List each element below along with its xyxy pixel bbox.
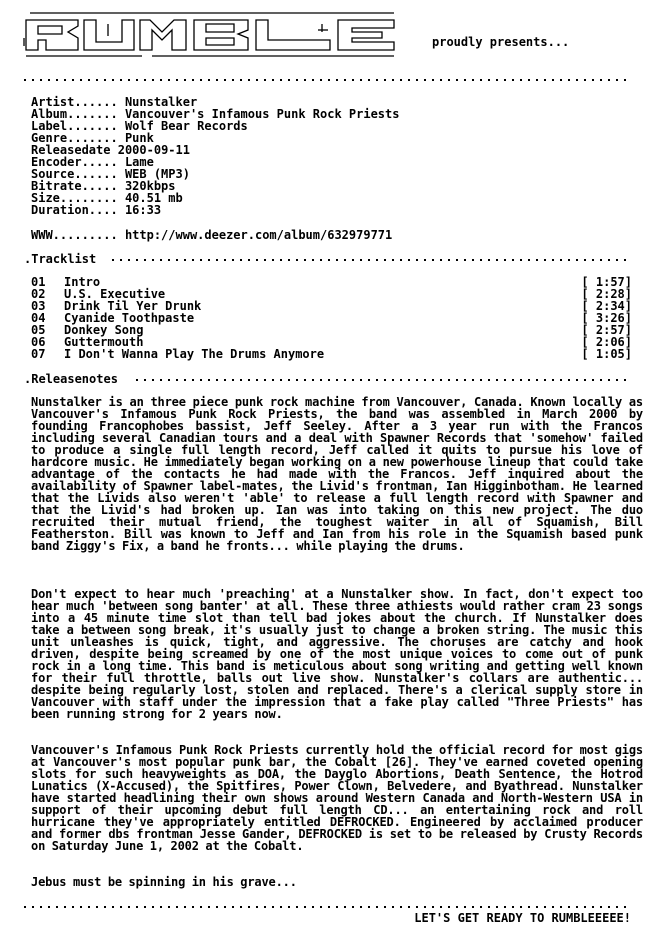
- track-title: Donkey Song: [64, 323, 144, 337]
- track-number: 02: [31, 287, 46, 301]
- track-time: [ 1:57]: [581, 275, 632, 289]
- info-value: Vancouver's Infamous Punk Rock Priests: [124, 107, 400, 121]
- track-time: [ 2:57]: [581, 323, 632, 337]
- info-value: Wolf Bear Records: [124, 119, 248, 133]
- info-key: Encoder.....: [31, 155, 118, 169]
- releasenotes-heading: .Releasenotes: [24, 372, 118, 386]
- info-key: Duration....: [31, 203, 118, 217]
- track-number: 05: [31, 323, 46, 337]
- info-key: WWW.........: [31, 228, 118, 242]
- info-key: Bitrate.....: [31, 179, 118, 193]
- info-key: Album.......: [31, 107, 118, 121]
- info-value: Lame: [124, 155, 154, 169]
- track-time: [ 1:05]: [581, 347, 632, 361]
- info-key: Artist......: [31, 95, 118, 109]
- info-key: Source......: [31, 167, 118, 181]
- info-key: Size........: [31, 191, 118, 205]
- track-time: [ 2:28]: [581, 287, 632, 301]
- presents-text: proudly presents...: [432, 35, 570, 49]
- track-time: [ 2:06]: [581, 335, 632, 349]
- info-value: 16:33: [124, 203, 162, 217]
- track-number: 03: [31, 299, 46, 313]
- track-title: U.S. Executive: [64, 287, 166, 301]
- info-value: 320kbps: [124, 179, 176, 193]
- track-title: I Don't Wanna Play The Drums Anymore: [64, 347, 325, 361]
- info-value: 40.51 mb: [124, 191, 183, 205]
- separator-bottom: [24, 906, 632, 908]
- track-time: [ 2:34]: [581, 299, 632, 313]
- logo-text: RUMBLE: [22, 10, 26, 11]
- info-row-www: [31, 229, 634, 241]
- info-value: 2000-09-11: [117, 143, 190, 157]
- releasenotes-heading-dots: [136, 379, 632, 381]
- track-title: Intro: [64, 275, 101, 289]
- info-row: [31, 204, 634, 216]
- track-number: 07: [31, 347, 46, 361]
- info-key: Releasedate: [31, 143, 111, 157]
- tracklist-heading: .Tracklist: [24, 252, 97, 266]
- info-value: Punk: [124, 131, 154, 145]
- track-row: [31, 348, 634, 360]
- tracklist-heading-dots: [112, 259, 632, 261]
- release-notes-paragraph-4: Jebus must be spinning in his grave...: [31, 875, 297, 889]
- track-title: Cyanide Toothpaste: [64, 311, 195, 325]
- info-value: Nunstalker: [124, 95, 198, 109]
- release-notes-paragraph-3: Vancouver's Infamous Punk Rock Priests currently hold the official record for most gigs at Vancouver's most popular punk bar, the Cobalt [26]. They've earned coveted opening slots for such heavyweights as DOA, the Dayglo Abortions, Death Sentence, the Hotrod Lunatics (X-Accused), the Spitfires, Power Clown, Belvedere, and Byathread. Nunstalker have started headlining their own shows around Western Canada and North-Western USA in support of their upcoming debut full length CD... an entertaining rock and roll hurricane they've appropriately entitled DEFROCKED. Engineered by acclaimed producer and former dbs frontman Jesse Gander, DEFROCKED is set to be released by Crusty Records on Saturday June 1, 2002 at the Cobalt.: [31, 743, 643, 853]
- info-value: WEB (MP3): [124, 167, 190, 181]
- track-time: [ 3:26]: [581, 311, 632, 325]
- rumble-logo: [22, 10, 402, 62]
- track-number: 01: [31, 275, 46, 289]
- footer-text: LET'S GET READY TO RUMBLEEEEE!: [414, 911, 631, 925]
- info-key: Genre.......: [31, 131, 118, 145]
- release-notes-paragraph-2: Don't expect to hear much 'preaching' at a Nunstalker show. In fact, don't expect too hear much 'between song banter' at all. These three athiests would rather cram 23 songs into a 45 minute time slot than tell bad jokes about the church. If Nunstalker does take a between song break, it's usually just to change a broken string. The music this unit unleashes is quick, tight, and aggressive. The choruses are catchy and hook driven, despite being screamed by one of the most unique voices to come out of punk rock in a long time. This band is meticulous about song writing and getting well known for their full throttle, balls out live show. Nunstalker's collars are authentic... despite being regularly lost, stolen and replaced. There's a clerical supply store in Vancouver with staff under the impression that a fake play called "Three Priests" has been running strong for 2 years now.: [31, 587, 643, 721]
- release-notes-paragraph-1: Nunstalker is an three piece punk rock machine from Vancouver, Canada. Known locally as Vancouver's Infamous Punk Rock Priests, the band was assembled in March 2000 by founding Francophobes bassist, Jeff Seeley. After a 3 year run with the Francos including several Canadian tours and a deal with Spawner Records that 'somehow' failed to produce a single full length record, Jeff called it quits to pursue his love of hardcore music. He immediately began working on a new powerhouse lineup that could take advantage of the contacts he had made with the Francos. Jeff inquired about the availability of Spawner label-mates, the Livid's frontman, Ian Higginbotham. He learned that the Livids also weren't 'able' to release a full length record with Spawner and that the Livid's had broken up. Ian was into taking on this new project. The duo recruited their mutual friend, the toughest waiter in all of Squamish, Bill Featherston. Bill was known to Jeff and Ian from his role in the Squamish based punk band Ziggy's Fix, a band he fronts... while playing the drums.: [31, 395, 643, 553]
- track-number: 06: [31, 335, 46, 349]
- track-title: Guttermouth: [64, 335, 144, 349]
- info-value-url[interactable]: http://www.deezer.com/album/632979771: [124, 228, 393, 242]
- track-title: Drink Til Yer Drunk: [64, 299, 202, 313]
- separator-top: [24, 79, 632, 81]
- info-key: Label.......: [31, 119, 118, 133]
- track-number: 04: [31, 311, 46, 325]
